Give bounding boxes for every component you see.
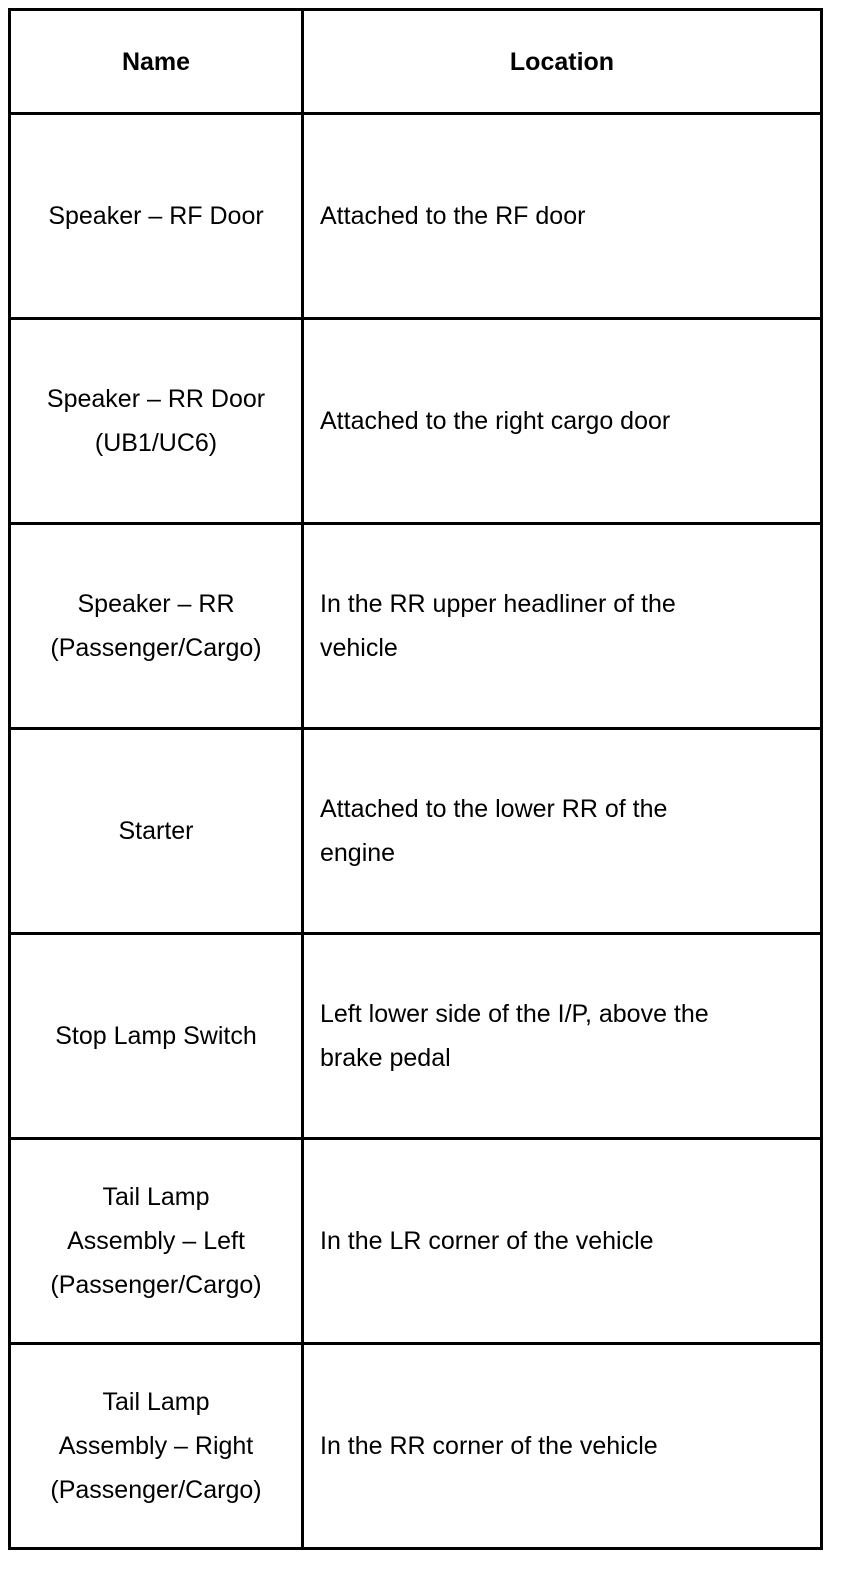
component-name-cell [10, 729, 303, 934]
component-name-text: Tail Lamp [102, 1388, 210, 1416]
table-header-row [10, 10, 822, 114]
component-location-cell [303, 729, 822, 934]
table-row [10, 1344, 822, 1549]
component-name-text: Speaker – RR [77, 590, 235, 618]
table-row [10, 319, 822, 524]
component-location-text: Attached to the right cargo door [320, 407, 671, 435]
component-name-cell [10, 524, 303, 729]
component-location-table [8, 8, 823, 1550]
component-location-text: Attached to the RF door [320, 202, 586, 230]
component-name-text: Starter [118, 817, 194, 845]
component-name-cell [10, 319, 303, 524]
component-location-cell [303, 1139, 822, 1344]
component-name-text: Assembly – Left [67, 1227, 245, 1255]
component-location-cell [303, 524, 822, 729]
component-location-text: Attached to the lower RR of the [320, 795, 668, 823]
component-name-cell [10, 934, 303, 1139]
component-name-text: Speaker – RR Door [46, 385, 266, 413]
component-location-text: In the RR corner of the vehicle [320, 1432, 658, 1460]
component-location-cell [303, 1344, 822, 1549]
component-name-text: Stop Lamp Switch [55, 1022, 257, 1050]
component-location-cell [303, 934, 822, 1139]
table-row [10, 729, 822, 934]
component-name-text: Speaker – RF Door [48, 202, 264, 230]
component-name-text: Assembly – Right [58, 1432, 254, 1460]
component-location-text: In the LR corner of the vehicle [320, 1227, 654, 1255]
location-column-header: Location [303, 10, 822, 114]
component-name-text: (UB1/UC6) [94, 429, 218, 457]
component-location-cell [303, 114, 822, 319]
component-location-text: engine [320, 839, 396, 867]
component-name-cell [10, 1344, 303, 1549]
table-row [10, 1139, 822, 1344]
table-row [10, 114, 822, 319]
component-name-cell [10, 1139, 303, 1344]
component-location-text: In the RR upper headliner of the [320, 590, 676, 618]
table-row [10, 934, 822, 1139]
component-location-text: vehicle [320, 634, 398, 662]
component-name-text: (Passenger/Cargo) [50, 1476, 262, 1504]
component-location-cell [303, 319, 822, 524]
name-column-header: Name [10, 10, 303, 114]
component-name-cell [10, 114, 303, 319]
component-name-text: (Passenger/Cargo) [50, 634, 262, 662]
component-name-text: (Passenger/Cargo) [50, 1271, 262, 1299]
component-location-text: Left lower side of the I/P, above the [320, 1000, 709, 1028]
component-location-text: brake pedal [320, 1044, 451, 1072]
table-row [10, 524, 822, 729]
component-name-text: Tail Lamp [102, 1183, 210, 1211]
